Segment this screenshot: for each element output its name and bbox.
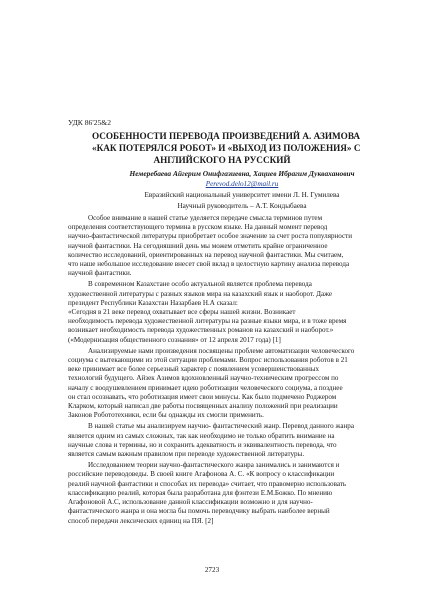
text-line: российские переводоведы. В своей книге Агафонова А. С. «К вопросу о классификации (68, 470, 335, 479)
text-line: В современном Казахстане особо актуальной является проблема перевода (88, 280, 312, 289)
text-line: возникает необходимость перевода художественных романов на казахский и наоборот.» (68, 326, 334, 335)
text-line: научные слова и термины, но и сохранить адекватность и эквивалентность перевода, что (68, 440, 337, 449)
text-line: классификацию реалий, которая была разработана для фэнтези Е.М.Божко. По мнению (68, 488, 333, 497)
text-line: технологий будущего. Айзек Азимов вдохновленный научно-техническим прогрессом по (68, 374, 339, 383)
udk-code: УДК 86'25&2 (68, 118, 112, 127)
title-line: АНГЛИЙСКОГО НА РУССКИЙ (153, 155, 291, 165)
text-line: социума с вытекающими из этой ситуации проблемами. Вопрос использования роботов в 21 (68, 356, 348, 365)
body-paragraph (68, 214, 400, 278)
text-line: В нашей статье мы анализируем научно- фантастический жанр. Перевод данного жанра (88, 422, 355, 431)
text-line: фантастического жанра и она могла бы помочь переводчику выбрать наиболее верный (68, 507, 330, 516)
text-line: президент Республики Казахстан Назарбаев Н.А сказал: (68, 298, 238, 307)
text-line: количество исследований, ориентированных на перевод научной фантастики. Мы считаем, (68, 250, 344, 259)
text-line: Исследованием теории научно-фантастического жанра занимались и занимаются и (88, 461, 340, 470)
authors: Немеребаева Айгерим Онифгазиевна, Хациев Ибрагим Дукваханович (129, 169, 355, 178)
page-number: 2723 (204, 566, 220, 574)
text-line: веке принимает все более серьезный характер с появлением усовершенствованных (68, 365, 320, 374)
text-line: Агафоновой А.С, использование данной классификации возможно и для научно- (68, 498, 313, 507)
text-line: «Сегодня в 21 веке перевод охватывает все сферы нашей жизни. Возникает (68, 308, 296, 317)
body-paragraph (68, 422, 400, 459)
article-title (92, 130, 361, 166)
text-line: художественной литературы с разных языков мира на казахский язык и наоборот. Даже (68, 289, 333, 298)
text-line: научной фантастики. (68, 269, 132, 278)
text-line: Анализируемые нами произведения посвящены проблеме автоматизации человеческого (88, 346, 355, 355)
title-line: «КАК ПОТЕРЯЛСЯ РОБОТ» И «ВЫХОД ИЗ ПОЛОЖЕНИЯ» С (92, 143, 361, 153)
text-line: реалий научной фантастики и способах их перевода» считает, что правомерно использовать (68, 479, 347, 488)
text-line: является самым важным правилом при переводе художественной литературы. (68, 450, 305, 459)
author-email-link[interactable]: Perevod.delo12@mail.ru (205, 180, 279, 188)
text-line: является одним из самых сложных, так как необходимо не только обратить внимание на (68, 431, 335, 440)
text-line: необходимость перевода художественной литературы на разные языки мира, и в тоже время (68, 317, 347, 326)
text-line: Законов Робототехники, если бы однажды их смогли применить. (68, 411, 264, 420)
text-line: научно-фантастической литературы приобретает особое значение за счет роста популярности (68, 232, 353, 241)
body-paragraph (68, 347, 400, 421)
scientific-advisor: Научный руководитель – А.Т. Кондыбаева (177, 202, 307, 210)
text-line: началу с воодушевлением принимает идею роботизации человеческого социума, а позднее (68, 383, 343, 392)
text-line: способ передачи лексических единиц на ПЯ. [2] (68, 516, 214, 525)
text-line: («Модернизация общественного сознания» от 12 апреля 2017 года) [1] (68, 335, 281, 344)
article-body (68, 214, 400, 526)
text-line: научной фантастики. На сегодняшний день мы можем отметить крайне ограниченное (68, 241, 328, 250)
text-line: Особое внимание в нашей статье уделяется передаче смысла терминов путем (88, 214, 323, 222)
text-line: что наше небольшое исследование внесет свой вклад в целостную картину анализа перевода (68, 260, 350, 269)
affiliation: Евразийский национальный университет имени Л. Н. Гумилева (144, 191, 340, 199)
title-line: ОСОБЕННОСТИ ПЕРЕВОДА ПРОИЗВЕДЕНИЙ А. АЗИМОВА (92, 131, 361, 141)
body-paragraph (68, 280, 400, 344)
text-line: он стал осознавать, что роботизация имеет свои минусы. Как было подмечено Роджером (68, 392, 337, 401)
body-paragraph (68, 461, 400, 525)
text-line: Кларком, который написал две работы посвященных анализу положений при реализации (68, 402, 338, 411)
text-line: определения соответствующего термина в русском языке. На данный момент перевод (68, 223, 328, 232)
